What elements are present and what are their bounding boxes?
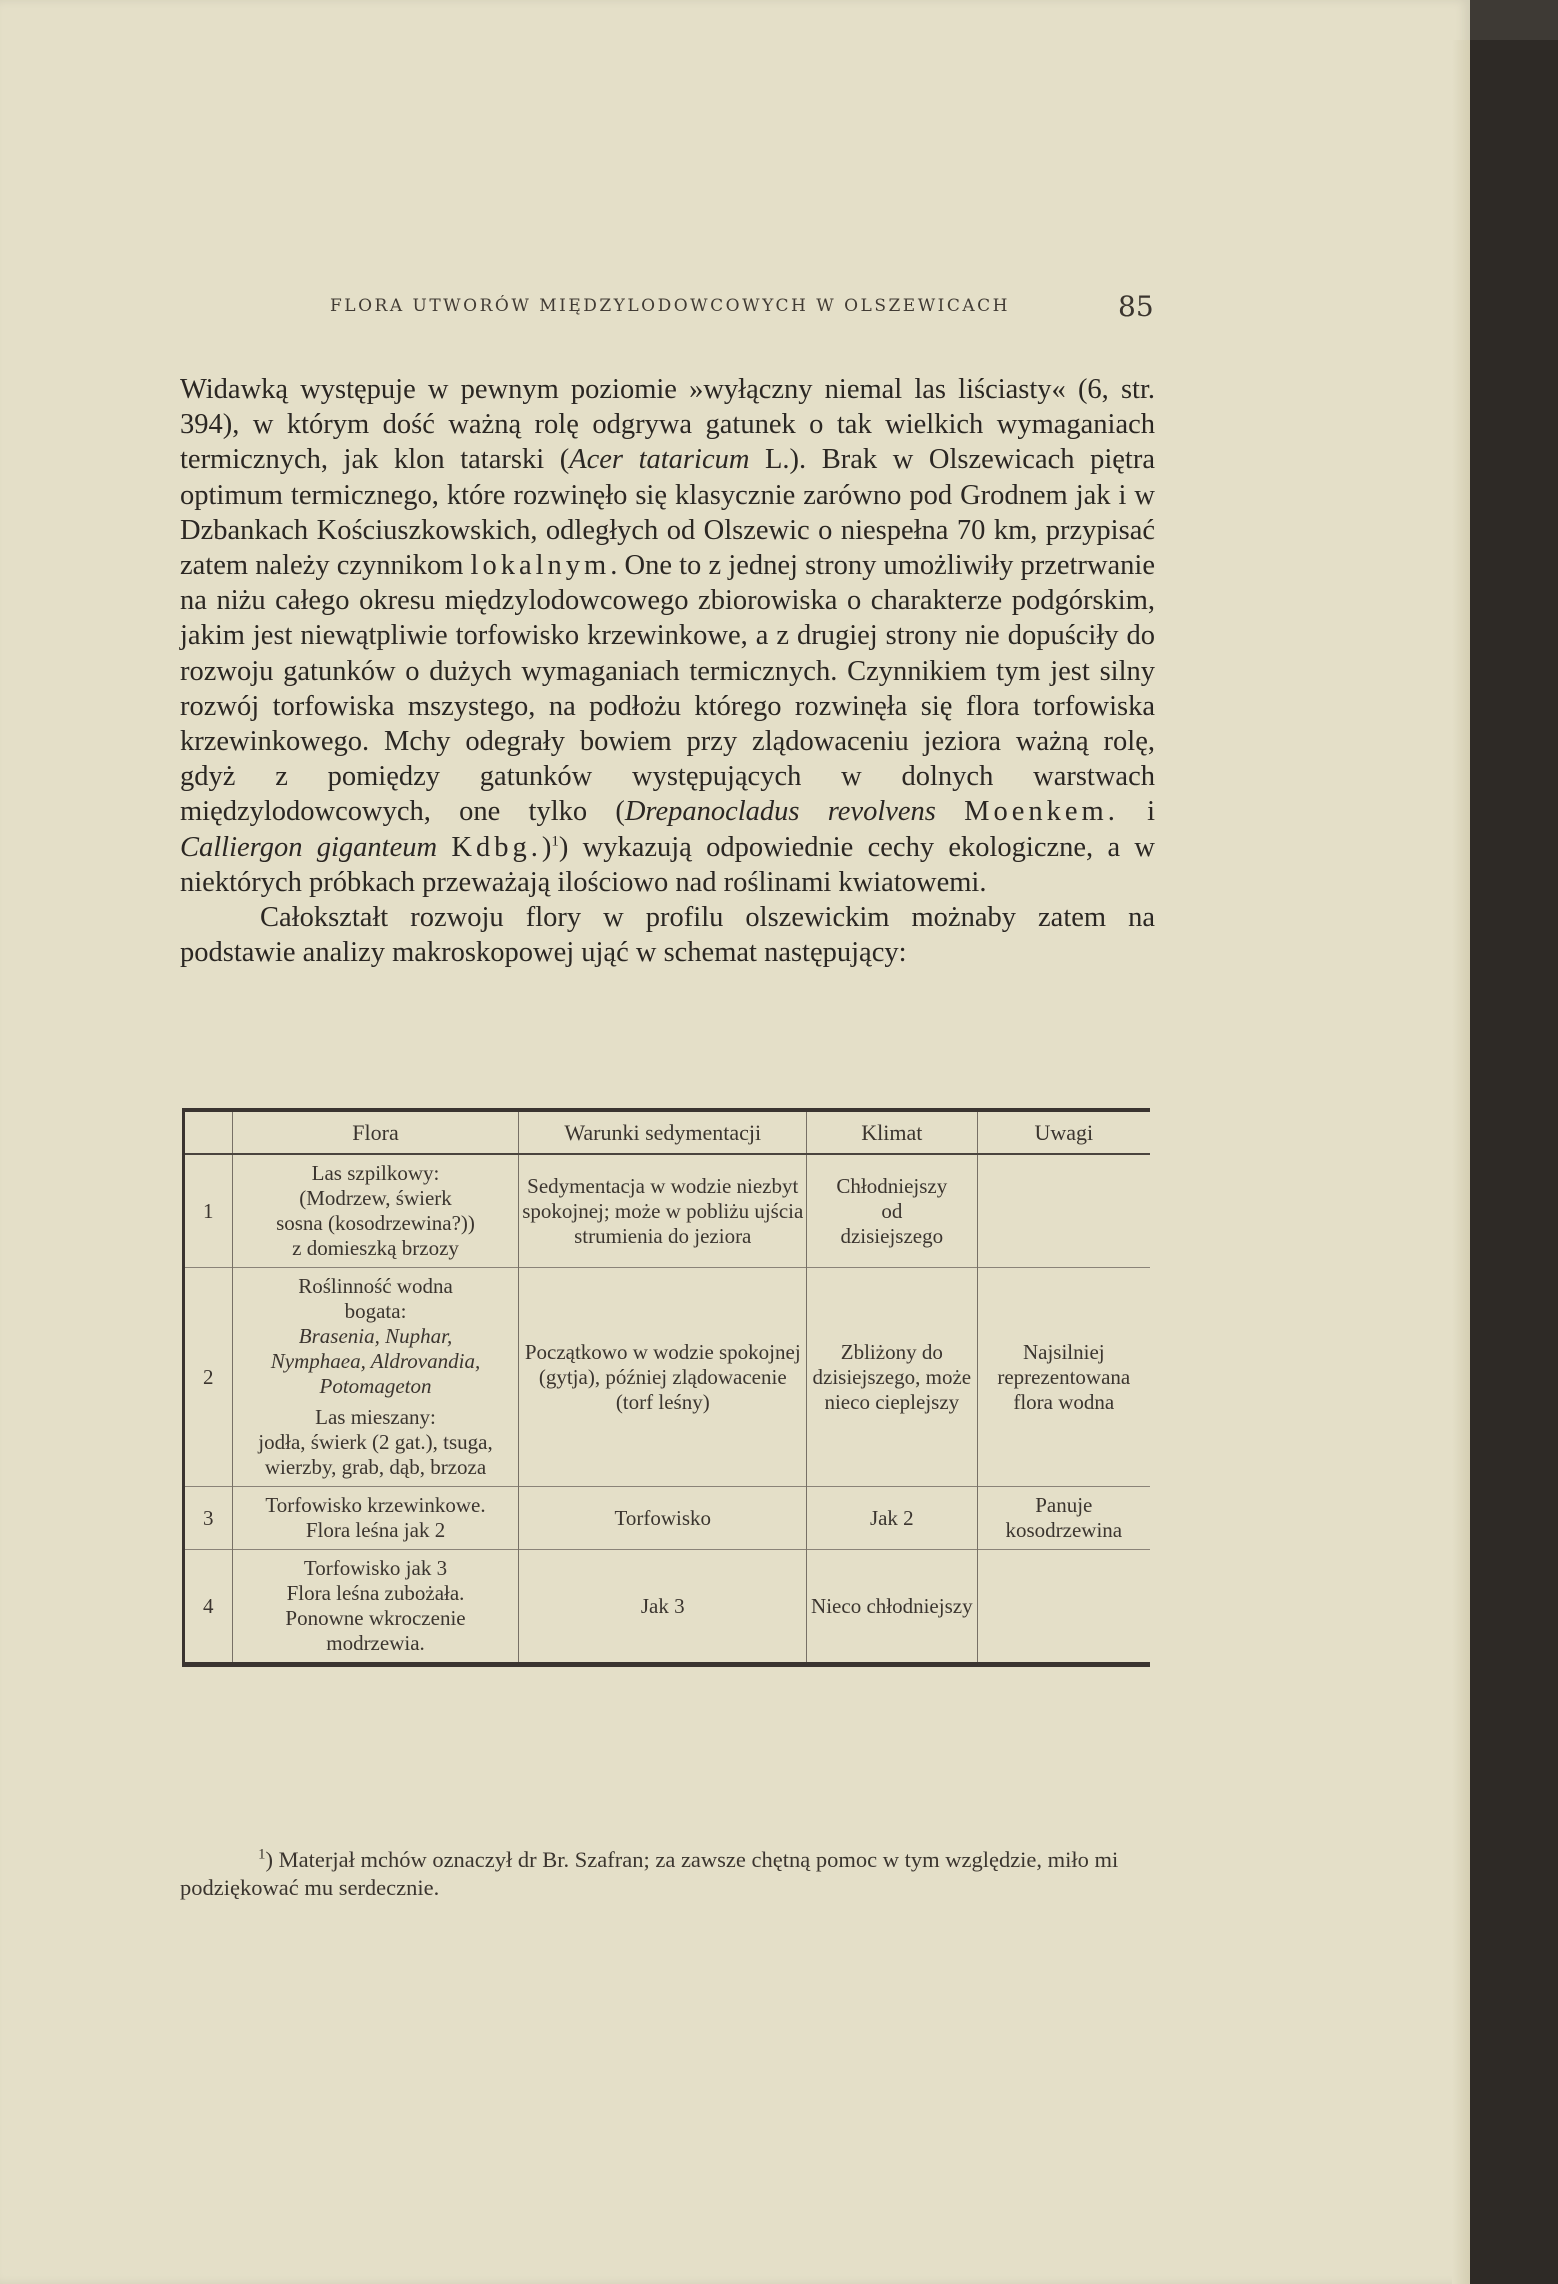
author-abbrev: Kdbg. bbox=[451, 831, 542, 863]
text-run: i bbox=[1118, 796, 1156, 828]
cell-remarks bbox=[977, 1154, 1150, 1268]
row-number: 4 bbox=[184, 1550, 233, 1665]
species-name: Acer tataricum bbox=[569, 444, 750, 476]
col-header-remarks: Uwagi bbox=[977, 1110, 1150, 1154]
row-number: 3 bbox=[184, 1487, 233, 1550]
cell-line: Flora leśna zubożała. bbox=[286, 1581, 465, 1605]
cell-sedimentation: Sedymentacja w wodzie niezbyt spokojnej; może w pobliżu ujścia strumienia do jeziora bbox=[519, 1154, 807, 1268]
cell-line: (Modrzew, świerk bbox=[299, 1186, 452, 1210]
col-header-number bbox=[184, 1110, 233, 1154]
cell-remarks bbox=[977, 1550, 1150, 1665]
cell-line: Chłodniejszy bbox=[836, 1173, 948, 1198]
text-run: Widawką występuje w pewnym poziomie »wyłączny niemal las liściasty« (6, str. 394), w którym dość ważną rolę odgrywa gatunek o tak wielkich wymaganiach termicznych, jak klon tatarski ( bbox=[180, 374, 1155, 476]
species-list: Brasenia, Nuphar, bbox=[298, 1324, 453, 1348]
cell-line: z domieszką brzozy bbox=[292, 1236, 459, 1260]
cell-sedimentation: Początkowo w wodzie spokojnej (gytja), później zlądowacenie (torf leśny) bbox=[519, 1268, 807, 1487]
table-header-row bbox=[184, 1110, 1151, 1154]
flora-schema-table bbox=[182, 1108, 1150, 1667]
cell-line: sosna (kosodrzewina?)) bbox=[276, 1211, 475, 1235]
cell-line: Torfowisko jak 3 bbox=[303, 1556, 448, 1580]
cell-line: bogata: bbox=[344, 1299, 407, 1323]
col-header-sedimentation: Warunki sedymentacji bbox=[519, 1110, 807, 1154]
table-row bbox=[184, 1268, 1151, 1487]
col-header-climate: Klimat bbox=[807, 1110, 978, 1154]
spaced-emphasis: lokalnym bbox=[470, 550, 611, 582]
cell-sedimentation: Jak 3 bbox=[519, 1550, 807, 1665]
cell-line: od bbox=[881, 1198, 903, 1223]
cell-sedimentation: Torfowisko bbox=[519, 1487, 807, 1550]
table-row bbox=[184, 1487, 1151, 1550]
species-name: Calliergon giganteum bbox=[180, 831, 438, 863]
paragraph-1: Widawką występuje w pewnym poziomie »wyłączny niemal las liściasty« (6, str. 394), w którym dość ważną rolę odgrywa gatunek o tak wielkich wymaganiach termicznych, jak klon tatarski (Acer tataricum L.). Brak w Olszewicach piętra optimum termicznego, które rozwinęło się klasycznie zarówno pod Grodnem jak i w Dzbankach Kościuszkowskich, odległych od Olszewic o niespełna 70 km, przypisać zatem należy czynnikom lokalnym. One to z jednej strony umożliwiły przetrwanie na niżu całego okresu międzylodowcowego zbiorowiska o charakterze podgórskim, jakim jest niewątpliwie torfowisko krzewinkowe, a z drugiej strony nie dopuściły do rozwoju gatunków o dużych wymaganiach termicznych. Czynnikiem tym jest silny rozwój torfowiska mszystego, na podłożu którego rozwinęła się flora torfowiska krzewinkowego. Mchy odegrały bowiem przy zlądowaceniu jeziora ważną rolę, gdyż z pomiędzy gatunków występujących w dolnych warstwach międzylodowcowych, one tylko (Drepanocladus revolvens Moenkem. i Calliergon giganteum Kdbg.)$^1$) wykazują odpowiednie cechy ekologiczne, a w niektórych próbkach przeważają ilościowo nad roślinami kwiatowemi. bbox=[180, 374, 1156, 898]
cell-line: Torfowisko krzewinkowe. bbox=[265, 1493, 486, 1517]
footnote bbox=[180, 1846, 1155, 1902]
species-name: Drepanocladus revolvens bbox=[624, 796, 936, 828]
main-text bbox=[180, 372, 1155, 970]
table-row bbox=[184, 1550, 1151, 1665]
table-row bbox=[184, 1154, 1151, 1268]
paragraph-2: Całokształt rozwoju flory w profilu olszewickim możnaby zatem na podstawie analizy makroskopowej ująć w schemat następujący: bbox=[180, 902, 1155, 969]
cell-line: Ponowne wkroczenie modrzewia. bbox=[285, 1606, 466, 1655]
text-run: L.). Brak w Olszewicach piętra optimum termicznego, które rozwinęło się klasycznie zarówno pod Grodnem jak i w Dzbankach Kościuszkowskich, odległych od Olszewic o niespełna 70 km, przypisać zatem należy czynnikom bbox=[180, 444, 1155, 582]
footnote-mark: 1 bbox=[258, 1846, 266, 1863]
text-run: . One to z jednej strony umożliwiły przetrwanie na niżu całego okresu międzylodowcowego zbiorowiska o charakterze podgórskim, jakim jest niewątpliwie torfowisko krzewinkowe, a z drugiej strony nie dopuściły do rozwoju gatunków o dużych wymaganiach termicznych. Czynnikiem tym jest silny rozwój torfowiska mszystego, na podłożu którego rozwinęła się flora torfowiska krzewinkowego. Mchy odegrały bowiem przy zlądowaceniu jeziora ważną rolę, gdyż z pomiędzy gatunków występujących w dolnych warstwach międzylodowcowych, one tylko ( bbox=[180, 550, 1155, 828]
cell-flora bbox=[232, 1550, 519, 1665]
cell-remarks: Panuje kosodrzewina bbox=[977, 1487, 1150, 1550]
scan-background bbox=[1470, 40, 1558, 2284]
cell-climate: Nieco chłodniejszy bbox=[807, 1550, 978, 1665]
cell-line: Flora leśna jak 2 bbox=[305, 1518, 446, 1542]
text-run: ) wykazują odpowiednie cechy ekologiczne, a w niektórych próbkach przeważają ilościowo nad roślinami kwiatowemi. bbox=[180, 831, 1155, 898]
cell-climate: Jak 2 bbox=[807, 1487, 978, 1550]
footnote-ref[interactable]: 1 bbox=[551, 833, 559, 850]
page-number: 85 bbox=[1118, 290, 1154, 323]
col-header-flora: Flora bbox=[232, 1110, 519, 1154]
cell-climate bbox=[807, 1154, 978, 1268]
cell-line: dzisiejszego bbox=[840, 1223, 944, 1248]
footnote-text: ) Materjał mchów oznaczył dr Br. Szafran; za zawsze chętną pomoc w tym względzie, miło mi podziękować mu serdecznie. bbox=[180, 1847, 1119, 1900]
cell-flora bbox=[232, 1268, 519, 1487]
row-number: 1 bbox=[184, 1154, 233, 1268]
cell-line: Las mieszany: bbox=[315, 1405, 436, 1429]
cell-flora bbox=[232, 1487, 519, 1550]
cell-line: Las szpilkowy: bbox=[311, 1161, 440, 1185]
cell-line: jodła, świerk (2 gat.), tsuga, wierzby, grab, dąb, brzoza bbox=[258, 1430, 493, 1479]
running-title: FLORA UTWORÓW MIĘDZYLODOWCOWYCH W OLSZEWICACH bbox=[330, 296, 1011, 316]
species-list: Nymphaea, Aldrovandia, Potomageton bbox=[270, 1349, 481, 1398]
cell-remarks: Najsilniej reprezentowana flora wodna bbox=[977, 1268, 1150, 1487]
row-number: 2 bbox=[184, 1268, 233, 1487]
cell-climate: Zbliżony do dzisiejszego, może nieco cieplejszy bbox=[807, 1268, 978, 1487]
author-abbrev: Moenkem. bbox=[964, 796, 1119, 828]
cell-flora bbox=[232, 1154, 519, 1268]
cell-line: Roślinność wodna bbox=[298, 1274, 453, 1298]
